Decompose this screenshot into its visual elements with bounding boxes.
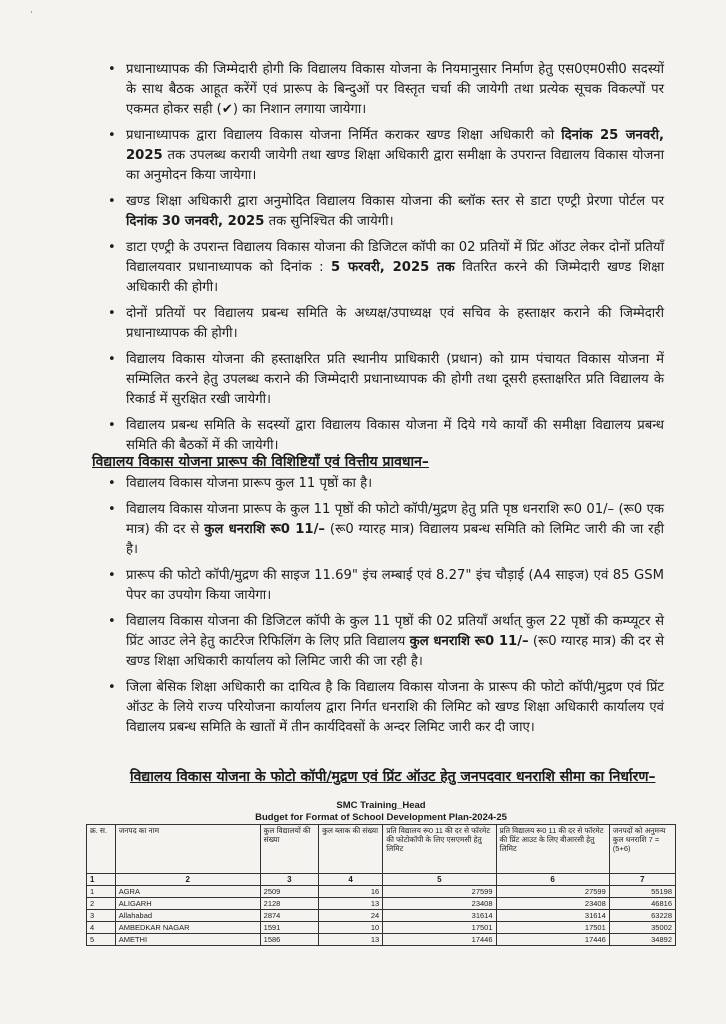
column-header: जनपदों को अनुमन्य कुल धनराशि 7 = (5+6) (609, 825, 675, 874)
section-heading: विद्यालय विकास योजना प्रारूप की विशिष्टियाँ एवं वित्तीय प्रावधान– (92, 454, 429, 470)
table-cell: 1 (87, 886, 116, 898)
bullet-text: विद्यालय विकास योजना की डिजिटल कॉपी के कुल 11 पृष्ठों की 02 प्रतियाँ अर्थात् कुल 22 पृष्ठों की कम्प्यूटर से प्रिंट आउट लेने हेतु कार्टरेज रिफिलिंग के लिए प्रति विद्यालय (126, 614, 664, 649)
list-item (108, 678, 664, 738)
list-item (108, 566, 664, 606)
column-header: कुल ब्लाक की संख्या (319, 825, 383, 874)
table-cell: 24 (319, 910, 383, 922)
column-header: प्रति विद्यालय रू0 11 की दर से फॉरमेट की प्रिंट आउट के लिए बीआरसी हेतु लिमिट (496, 825, 609, 874)
table-header-row (87, 825, 676, 874)
table-cell: 13 (319, 898, 383, 910)
bullet-text: (रू0 ग्यारह मात्र) की दर से खण्ड शिक्षा अधिकारी कार्यालय को लिमिट जारी की जा रही है। (126, 634, 664, 669)
bullet-text: विद्यालय प्रबन्ध समिति के सदस्यों द्वारा विद्यालय विकास योजना में दिये गये कार्यों की समीक्षा विद्यालय प्रबन्ध समिति की बैठकों में की जायेगी। (126, 418, 664, 453)
column-header: जनपद का नाम (115, 825, 260, 874)
bullet-text: तक उपलब्ध करायी जायेगी तथा खण्ड शिक्षा अधिकारी द्वारा समीक्षा के उपरान्त विद्यालय विकास योजना का अनुमोदन किया जायेगा। (126, 148, 664, 183)
specification-list (108, 474, 664, 744)
list-item (108, 500, 664, 560)
bullet-icon: • (108, 62, 116, 77)
table-row (87, 934, 676, 946)
table-cell: 55198 (609, 886, 675, 898)
column-number: 6 (496, 874, 609, 886)
table-cell: 2 (87, 898, 116, 910)
table-cell: 17501 (383, 922, 496, 934)
table-row (87, 886, 676, 898)
table-cell: 13 (319, 934, 383, 946)
budget-table (86, 824, 676, 946)
amount-text: कुल धनराशि रू0 11/– (204, 522, 326, 537)
bullet-text: (रू0 ग्यारह मात्र) विद्यालय प्रबन्ध समिति को लिमिट जारी की जा रही है। (126, 522, 664, 557)
table-cell: 1586 (260, 934, 318, 946)
bullet-icon: • (108, 568, 116, 583)
deadline-date: 5 फरवरी, 2025 तक (331, 260, 455, 275)
bullet-icon: • (108, 614, 116, 629)
bullet-text: प्रधानाध्यापक की जिम्मेदारी होगी कि विद्यालय विकास योजना के नियमानुसार निर्माण हेतु एस0एम0सी0 सदस्यों के साथ बैठक आहूत करेंगें एवं प्रारूप के बिन्दुओं पर विस्तृत चर्चा की जायेगी तथा प्रत्येक सूचक विकल्पों पर एकमत होकर सही (✔) का निशान लगाया जायेगा। (126, 62, 664, 117)
table-cell: 31614 (496, 910, 609, 922)
list-item (108, 60, 664, 120)
list-item (108, 350, 664, 410)
table-cell: 23408 (383, 898, 496, 910)
bullet-icon: • (108, 306, 116, 321)
column-header: कुल विद्यालयों की संख्या (260, 825, 318, 874)
table-title: SMC Training_Head (336, 800, 426, 811)
table-cell: 27599 (496, 886, 609, 898)
column-number: 3 (260, 874, 318, 886)
bullet-text: तक सुनिश्चित की जायेगी। (264, 214, 394, 229)
table-cell: ALIGARH (115, 898, 260, 910)
list-item (108, 416, 664, 456)
table-cell: AGRA (115, 886, 260, 898)
bullet-text: जिला बेसिक शिक्षा अधिकारी का दायित्व है कि विद्यालय विकास योजना के प्रारूप की फोटो कॉपी/मुद्रण एवं प्रिंट ऑउट के लिये राज्य परियोजना कार्यालय द्वारा निर्गत धनराशि की लिमिट को खण्ड शिक्षा अधिकारी कार्यालय एवं विद्यालय प्रबन्ध समिति के खातों में तीन कार्यदिवसों के अन्दर लिमिट जारी कर दी जाए। (126, 680, 664, 735)
table-cell: 27599 (383, 886, 496, 898)
bullet-icon: • (108, 240, 116, 255)
table-cell: 2509 (260, 886, 318, 898)
bullet-text: विद्यालय विकास योजना प्रारूप कुल 11 पृष्ठों का है। (126, 476, 373, 491)
table-cell: 23408 (496, 898, 609, 910)
scan-mark: · (30, 8, 33, 18)
table-cell: 17446 (496, 934, 609, 946)
table-cell: 2128 (260, 898, 318, 910)
bullet-text: विद्यालय विकास योजना की हस्ताक्षरित प्रति स्थानीय प्राधिकारी (प्रधान) को ग्राम पंचायत विकास योजना में सम्मिलित करने हेतु उपलब्ध कराने की जिम्मेदारी प्रधानाध्यापक की होगी तथा दूसरी हस्ताक्षरित प्रति विद्यालय के रिकार्ड में सुरक्षित रखी जायेगी। (126, 352, 664, 407)
column-number: 2 (115, 874, 260, 886)
table-cell: 46816 (609, 898, 675, 910)
table-cell: 35002 (609, 922, 675, 934)
table-cell: 17446 (383, 934, 496, 946)
deadline-date: दिनांक 25 जनवरी, 2025 (126, 128, 664, 163)
table-cell: AMETHI (115, 934, 260, 946)
column-number: 7 (609, 874, 675, 886)
column-number: 5 (383, 874, 496, 886)
bullet-text: विद्यालय विकास योजना प्रारूप के कुल 11 पृष्ठों की फोटो कॉपी/मुद्रण हेतु प्रति पृष्ठ धनराशि रू0 01/– (रू0 एक मात्र) की दर से (126, 502, 664, 537)
list-item (108, 304, 664, 344)
table-cell: 1591 (260, 922, 318, 934)
table-cell: 63228 (609, 910, 675, 922)
bullet-icon: • (108, 352, 116, 367)
column-number-row (87, 874, 676, 886)
table-row (87, 922, 676, 934)
list-item (108, 474, 664, 494)
deadline-date: दिनांक 30 जनवरी, 2025 (126, 214, 265, 229)
bullet-icon: • (108, 418, 116, 433)
list-item (108, 238, 664, 298)
table-cell: AMBEDKAR NAGAR (115, 922, 260, 934)
bullet-text: प्रधानाध्यापक द्वारा विद्यालय विकास योजना निर्मित कराकर खण्ड शिक्षा अधिकारी को (126, 128, 562, 143)
table-cell: 34892 (609, 934, 675, 946)
table-cell: 17501 (496, 922, 609, 934)
list-item (108, 612, 664, 672)
bullet-icon: • (108, 502, 116, 517)
table-cell: 3 (87, 910, 116, 922)
table-cell: 5 (87, 934, 116, 946)
list-item (108, 192, 664, 232)
bullet-text: प्रारूप की फोटो कॉपी/मुद्रण की साइज 11.69" इंच लम्बाई एवं 8.27" इंच चौड़ाई (A4 साइज) एवं 85 GSM पेपर का उपयोग किया जायेगा। (126, 568, 664, 603)
column-header: प्रति विद्यालय रू0 11 की दर से फॉरमेट की फोटोकॉपी के लिए एसएमसी हेतु लिमिट (383, 825, 496, 874)
table-cell: Allahabad (115, 910, 260, 922)
table-cell: 2874 (260, 910, 318, 922)
section-heading: विद्यालय विकास योजना के फोटो कॉपी/मुद्रण एवं प्रिंट ऑउट हेतु जनपदवार धनराशि सीमा का निर्धारण– (130, 769, 656, 785)
column-number: 4 (319, 874, 383, 886)
bullet-text: वितरित करने की जिम्मेदारी खण्ड शिक्षा अधिकारी की होगी। (126, 260, 664, 295)
bullet-icon: • (108, 680, 116, 695)
bullet-icon: • (108, 128, 116, 143)
table-subtitle: Budget for Format of School Development Plan-2024-25 (255, 812, 507, 823)
table-cell: 16 (319, 886, 383, 898)
table-cell: 31614 (383, 910, 496, 922)
table-row (87, 898, 676, 910)
amount-text: कुल धनराशि रू0 11/– (409, 634, 529, 649)
bullet-text: दोनों प्रतियों पर विद्यालय प्रबन्ध समिति के अध्यक्ष/उपाध्यक्ष एवं सचिव के हस्ताक्षर कराने की जिम्मेदारी प्रधानाध्यापक की होगी। (126, 306, 664, 341)
column-header: क्र. स. (87, 825, 116, 874)
list-item (108, 126, 664, 186)
bullet-text: खण्ड शिक्षा अधिकारी द्वारा अनुमोदित विद्यालय विकास योजना की ब्लॉक स्तर से डाटा एण्ट्री प्रेरणा पोर्टल पर (126, 194, 664, 209)
table-cell: 10 (319, 922, 383, 934)
table-cell: 4 (87, 922, 116, 934)
table-row (87, 910, 676, 922)
bullet-text: डाटा एण्ट्री के उपरान्त विद्यालय विकास योजना की डिजिटल कॉपी का 02 प्रतियों में प्रिंट ऑउट लेकर दोनों प्रतियाँ विद्यालयवार प्रधानाध्यापक को दिनांक : (126, 240, 664, 275)
budget-table-section (86, 800, 676, 946)
column-number: 1 (87, 874, 116, 886)
instruction-list (108, 60, 664, 462)
bullet-icon: • (108, 476, 116, 491)
bullet-icon: • (108, 194, 116, 209)
